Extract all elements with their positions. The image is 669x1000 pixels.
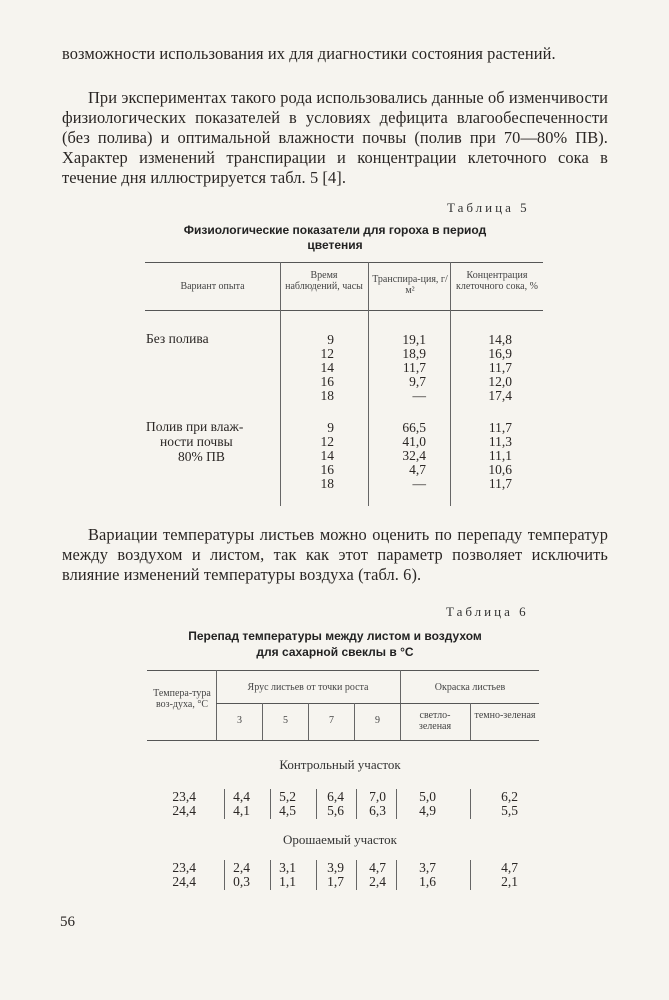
table5-header-variant: Вариант опыта [180, 281, 245, 292]
table5-header-rule [145, 310, 543, 311]
table5-header-divider [280, 262, 281, 310]
table5-cell-concentration: 11,1 [488, 448, 512, 463]
table6-cell: 6,3 [369, 803, 386, 818]
table6-header-rule [147, 740, 539, 741]
table5-cell-time: 18 [320, 476, 334, 491]
table5-cell-time: 14 [320, 448, 334, 463]
table5-header-time: Время наблюдений, часы [285, 270, 363, 292]
table6-top-rule [147, 670, 539, 671]
table5-cell-transpiration: 32,4 [402, 448, 426, 463]
table6-cell: 1,6 [419, 874, 436, 889]
table6-header-tier-col: 3 [237, 715, 242, 726]
table6-header-tier-col: 9 [375, 715, 380, 726]
table6-cell: 1,1 [279, 874, 296, 889]
table5-cell-concentration: 11,7 [488, 476, 512, 491]
table6-cell: 6,4 [327, 789, 344, 804]
table5-cell-concentration: 11,7 [488, 360, 512, 375]
table5-cell-time: 12 [320, 434, 334, 449]
table6-cell: 5,5 [501, 803, 518, 818]
table5-cell-concentration: 11,7 [488, 420, 512, 435]
table5-header-divider [450, 262, 451, 310]
table5-cell-time: 16 [320, 374, 334, 389]
table5-caption: Таблица 5 [447, 200, 530, 215]
paragraph-experiments: При экспериментах такого рода использовались данные об изменчивости физиологических показателей в условиях дефицита влагообеспеченности (без полива) и оптимальной влажности почвы (полив при 70—80% ПВ). Характер изменений транспирации и концентрации клеточного сока в течение дня иллюстрируется табл. 5 [4]. [62, 88, 608, 187]
table6-subheader-rule [216, 703, 539, 704]
table6-cell: 2,4 [369, 874, 386, 889]
table6-cell: 5,2 [279, 789, 296, 804]
table6-cell: 24,4 [172, 874, 196, 889]
table6-section-title: Орошаемый участок [282, 832, 397, 847]
table5-body-divider [280, 310, 281, 506]
table5-cell-time: 18 [320, 388, 334, 403]
table6-header-color-col: светло-зеленая [418, 710, 452, 732]
table5-group-label: 80% ПВ [178, 449, 225, 464]
table5-cell-transpiration: 18,9 [402, 346, 426, 361]
table5-cell-transpiration: 9,7 [409, 374, 426, 389]
paragraph-continuation: возможности использования их для диагностики состояния растений. [62, 44, 556, 63]
table6-cell: 3,9 [327, 860, 344, 875]
table5-header-concentration: Концентрация клеточного сока, % [456, 270, 538, 292]
table5-cell-transpiration: 11,7 [402, 360, 426, 375]
table6-row-divider [470, 789, 471, 819]
table5-cell-concentration: 10,6 [488, 462, 512, 477]
table6-row-divider [396, 789, 397, 819]
table5-top-rule [145, 262, 543, 263]
table6-header-leaf-tier: Ярус листьев от точки роста [247, 682, 369, 693]
table5-header-transpiration: Транспира-ция, г/м² [372, 274, 448, 296]
table5-body-divider [368, 310, 369, 506]
table6-header-tier-col: 5 [283, 715, 288, 726]
table6-cell: 5,6 [327, 803, 344, 818]
table5-cell-concentration: 14,8 [488, 332, 512, 347]
table5-group-label: ности почвы [160, 434, 233, 449]
table5-cell-concentration: 17,4 [488, 388, 512, 403]
table6-header-tier-col: 7 [329, 715, 334, 726]
table5-cell-time: 14 [320, 360, 334, 375]
table6-cell: 23,4 [172, 789, 196, 804]
table5-cell-transpiration: 66,5 [402, 420, 426, 435]
table6-cell: 4,4 [233, 789, 250, 804]
table5-cell-transpiration: 4,7 [409, 462, 426, 477]
table5-cell-time: 9 [327, 332, 334, 347]
table6-cell: 4,7 [369, 860, 386, 875]
table6-caption: Таблица 6 [446, 604, 529, 619]
table6-cell: 5,0 [419, 789, 436, 804]
table6-cell: 4,5 [279, 803, 296, 818]
table5-body-divider [450, 310, 451, 506]
table6-header-air-temperature: Темпера-тура воз-духа, °С [153, 688, 211, 710]
table6-cell: 1,7 [327, 874, 344, 889]
table6-cell: 2,4 [233, 860, 250, 875]
table5-cell-concentration: 16,9 [488, 346, 512, 361]
table6-subheader-divider [470, 703, 471, 740]
table6-cell: 24,4 [172, 803, 196, 818]
table6-title-line: для сахарной свеклы в °С [256, 645, 414, 659]
table6-cell: 3,7 [419, 860, 436, 875]
table5-cell-time: 9 [327, 420, 334, 435]
table5-cell-concentration: 11,3 [488, 434, 512, 449]
paragraph-leaf-temperature: Вариации температуры листьев можно оценить по перепаду температур между воздухом и листом, так как этот параметр позволяет исключить влияние изменений температуры воздуха (табл. 6). [62, 525, 608, 584]
table6-row-divider [396, 860, 397, 890]
table6-header-color-col: темно-зеленая [474, 710, 536, 721]
table6-header-leaf-color: Окраска листьев [434, 682, 506, 693]
table5-cell-time: 12 [320, 346, 334, 361]
page-number: 56 [60, 914, 75, 930]
table6-cell: 23,4 [172, 860, 196, 875]
table6-header-divider [400, 670, 401, 740]
table6-cell: 4,1 [233, 803, 250, 818]
table5-group-label: Полив при влаж- [146, 419, 244, 434]
table6-section-title: Контрольный участок [279, 757, 401, 772]
table6-cell: 2,1 [501, 874, 518, 889]
table6-cell: 4,7 [501, 860, 518, 875]
table5-cell-concentration: 12,0 [488, 374, 512, 389]
table6-cell: 3,1 [279, 860, 296, 875]
table6-cell: 7,0 [369, 789, 386, 804]
table6-row-divider [470, 860, 471, 890]
table5-cell-transpiration: 19,1 [402, 332, 426, 347]
table6-cell: 0,3 [233, 874, 250, 889]
table5-group-label: Без полива [146, 331, 209, 346]
table5-title: Физиологические показатели для гороха в период цветения [183, 223, 487, 252]
table5-header-divider [368, 262, 369, 310]
table5-cell-transpiration: 41,0 [402, 434, 426, 449]
table5-cell-time: 16 [320, 462, 334, 477]
table6-cell: 6,2 [501, 789, 518, 804]
table5-cell-transpiration: — [412, 476, 426, 491]
table6-title-line: Перепад температуры между листом и воздухом [188, 629, 482, 643]
table6-header-divider [216, 670, 217, 740]
table6-cell: 4,9 [419, 803, 436, 818]
table5-cell-transpiration: — [412, 388, 426, 403]
